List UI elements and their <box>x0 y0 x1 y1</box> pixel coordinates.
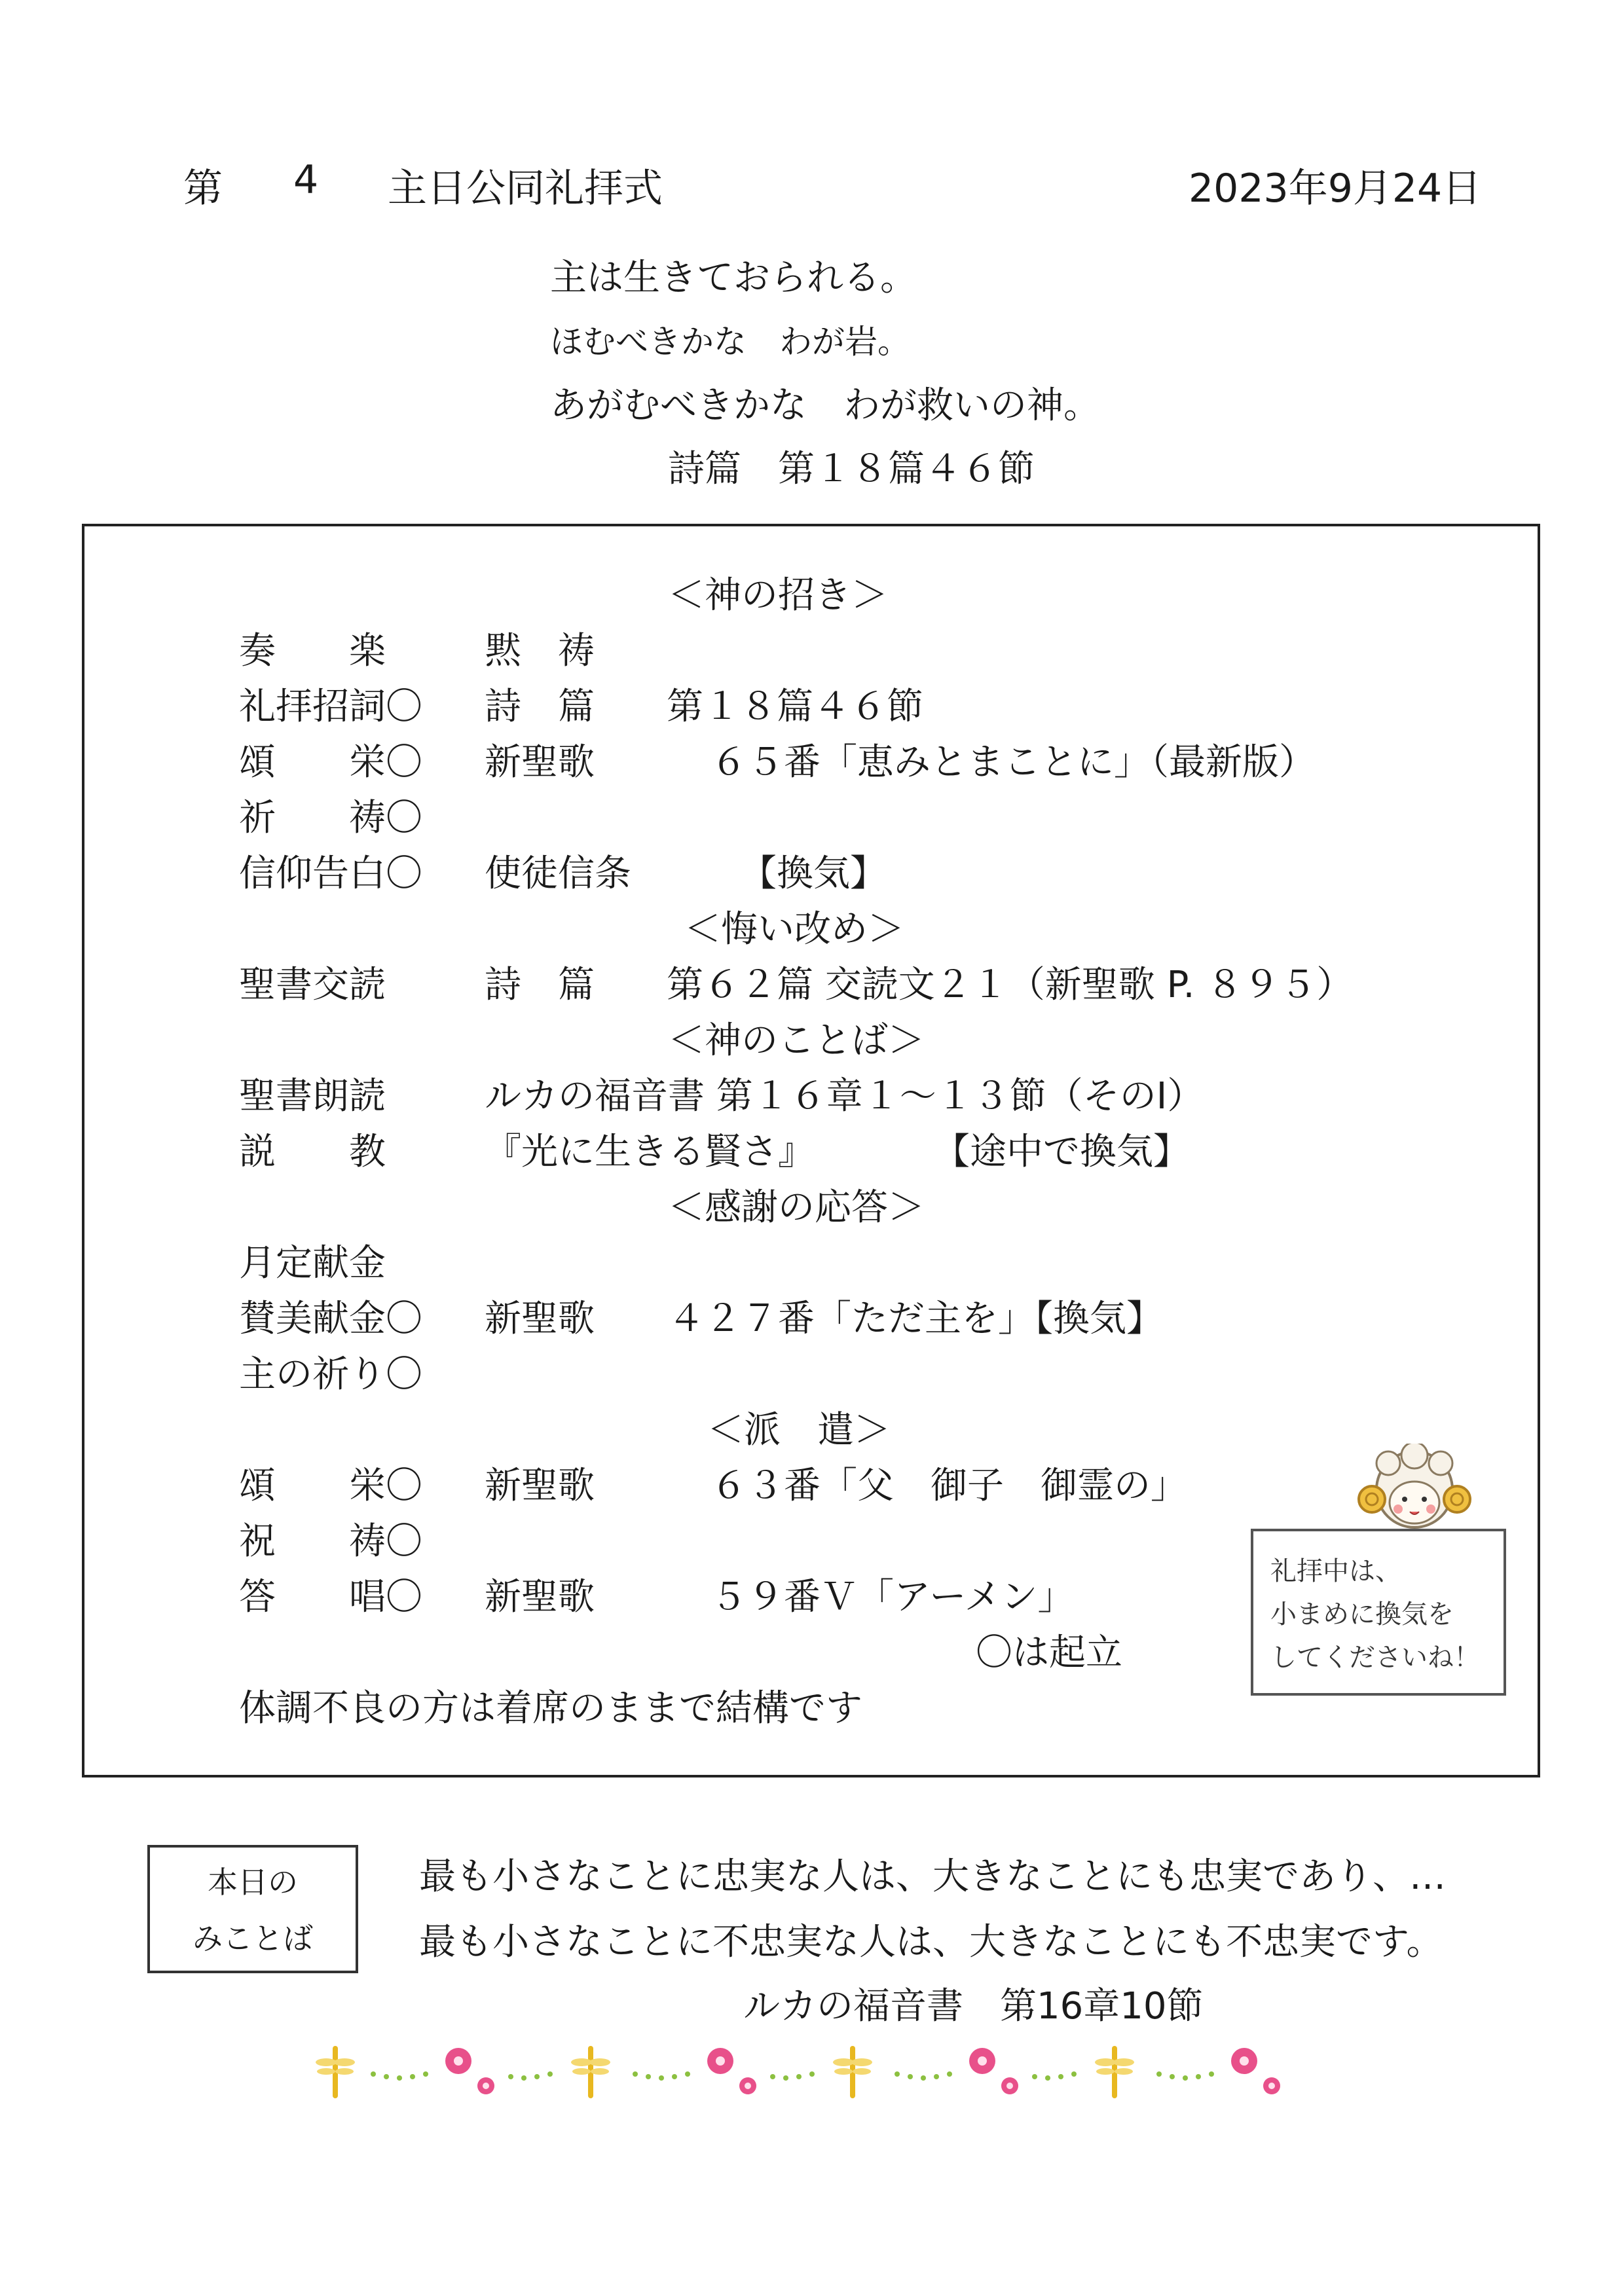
section-heading: ＜神の招き＞ <box>668 574 888 617</box>
order-detail: ルカの福音書 第１６章１～１３節（そのⅠ） <box>485 1075 1204 1118</box>
verse-reference: 詩篇 第１８篇４６節 <box>668 448 1035 490</box>
order-label: 信仰告白〇 <box>239 852 422 895</box>
todays-word-line: 最も小さなことに忠実な人は、大きなことにも忠実であり、… <box>419 1855 1446 1898</box>
health-note: 体調不良の方は着席のままで結構です <box>239 1687 862 1730</box>
order-detail: 新聖歌 <box>485 741 595 784</box>
decorative-border <box>314 2036 1310 2108</box>
todays-word-reference: ルカの福音書 第16章10節 <box>743 1985 1204 2028</box>
verse-line: ほむべきかな わが岩。 <box>550 323 910 361</box>
order-label: 聖書朗読 <box>239 1075 386 1118</box>
service-date: 2023年9月24日 <box>1189 166 1482 211</box>
order-detail: 『光に生きる賢さ』 <box>485 1131 815 1173</box>
order-extra: ５９番Ｖ「アーメン」 <box>710 1576 1075 1618</box>
standing-note: 〇は起立 <box>976 1631 1122 1674</box>
dragonfly-icon <box>571 2046 610 2098</box>
todays-word-label: みことば <box>193 1921 313 1956</box>
note-line: 礼拝中は、 <box>1270 1556 1401 1586</box>
order-extra: ６３番「父 御子 御霊の」 <box>710 1465 1187 1507</box>
todays-word-label-box <box>147 1845 358 1973</box>
verse-line: あがむべきかな わが救いの神。 <box>550 384 1100 427</box>
order-extra: ４２７番「ただ主を」【換気】 <box>668 1298 1163 1340</box>
order-label: 賛美献金〇 <box>239 1298 422 1340</box>
order-label: 主の祈り〇 <box>239 1353 422 1396</box>
order-extra: 第１８篇４６節 <box>667 685 923 728</box>
order-label: 答 唱〇 <box>239 1576 422 1618</box>
service-dai: 第 <box>183 166 223 211</box>
order-extra: 第６２篇 交読文２１（新聖歌 P. ８９５） <box>667 964 1354 1006</box>
flower-icon <box>969 2048 1018 2094</box>
order-label: 礼拝招詞〇 <box>239 685 422 728</box>
ventilation-note-box <box>1251 1529 1506 1696</box>
section-heading: ＜神のことば＞ <box>668 1019 925 1062</box>
order-extra: 【途中で換気】 <box>933 1131 1190 1173</box>
section-heading: ＜悔い改め＞ <box>684 908 904 951</box>
order-label: 奏 楽 <box>239 630 386 672</box>
page-title: 主日公同礼拝式 <box>388 166 663 211</box>
verse-line: 主は生きておられる。 <box>550 257 917 299</box>
order-detail: 使徒信条 <box>485 852 631 895</box>
todays-word-line: 最も小さなことに不忠実な人は、大きなことにも不忠実です。 <box>419 1921 1443 1963</box>
sheep-icon <box>1352 1444 1477 1535</box>
note-line: 小まめに換気を <box>1270 1599 1454 1630</box>
order-extra: ６５番「恵みとまことに」（最新版） <box>710 741 1316 784</box>
flower-icon <box>707 2048 756 2094</box>
order-detail: 詩 篇 <box>485 685 595 728</box>
order-detail: 新聖歌 <box>485 1576 595 1618</box>
note-line: してくださいね！ <box>1270 1643 1480 1673</box>
order-detail: 詩 篇 <box>485 964 595 1006</box>
order-label: 聖書交読 <box>239 964 386 1006</box>
todays-word-label: 本日の <box>208 1865 298 1900</box>
dragonfly-icon <box>833 2046 872 2098</box>
dragonfly-icon <box>316 2046 355 2098</box>
order-detail: 新聖歌 <box>485 1298 595 1340</box>
order-detail: 黙 祷 <box>485 630 595 672</box>
order-label: 説 教 <box>239 1131 386 1173</box>
service-number: 4 <box>293 157 319 203</box>
section-heading: ＜派 遣＞ <box>707 1409 891 1451</box>
order-label: 祈 祷〇 <box>239 797 422 839</box>
order-detail: 新聖歌 <box>485 1465 595 1507</box>
order-label: 頌 栄〇 <box>239 1465 422 1507</box>
flower-icon <box>1231 2048 1280 2094</box>
section-heading: ＜感謝の応答＞ <box>668 1186 925 1229</box>
order-label: 頌 栄〇 <box>239 741 422 784</box>
dragonfly-icon <box>1095 2046 1134 2098</box>
flower-icon <box>445 2048 494 2094</box>
order-extra: 【換気】 <box>740 852 887 895</box>
order-label: 祝 祷〇 <box>239 1520 422 1563</box>
order-label: 月定献金 <box>239 1242 386 1285</box>
